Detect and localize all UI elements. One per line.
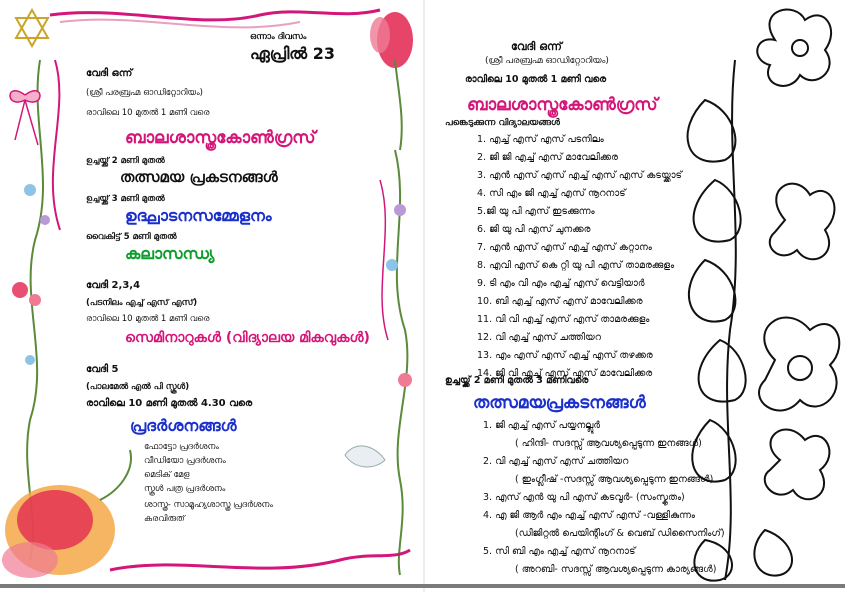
venue234-place: (പടനിലം എച്ച് എസ് എസ്) — [86, 298, 198, 308]
expo-item: വീഡിയോ പ്രദർശനം — [144, 456, 226, 466]
venue1-title: വേദി ഒന്ന് — [86, 68, 133, 79]
performances-heading: തത്സമയപ്രകടനങ്ങൾ — [473, 393, 646, 413]
list-item: 9. ടി എം വി എം എച്ച് എസ് വെട്ടിയാർ — [477, 278, 645, 289]
expo-item: ശാസ്ത്ര- സാമൂഹ്യശാസ്ത്ര പ്രദർശനം — [144, 500, 273, 510]
list-item: 5. സി ബി എം എച്ച് എസ് നൂറനാട് — [483, 546, 636, 557]
cultural-title: കലാസന്ധ്യ — [125, 244, 215, 263]
left-content — [70, 10, 390, 570]
list-item: 13. എം എസ് എസ് എച്ച് എസ് തഴക്കര — [477, 350, 653, 361]
list-item: 2. വി എച്ച് എസ് എസ് ചത്തിയറ — [483, 456, 629, 467]
venue-place: (ശ്രീ പരബ്രഹ്മ ഓഡിറ്റോറിയം) — [485, 56, 609, 66]
list-item: 6. ജി യു പി എസ് ചുനക്കര — [477, 224, 591, 235]
congress-heading: ബാലശാസ്ത്രകോൺഗ്രസ് — [467, 95, 658, 115]
list-item: 1. ജി എച്ച് എസ് പയ്യനല്ലൂർ — [483, 420, 601, 431]
venue-time: രാവിലെ 10 മുതൽ 1 മണി വരെ — [465, 74, 607, 85]
flower-lineart — [665, 0, 845, 592]
expo-item: സ്കൂൾ പത്ര പ്രദർശനം — [144, 484, 226, 494]
venue234-time: രാവിലെ 10 മുതൽ 1 മണി വരെ — [86, 314, 210, 324]
venue5-title: വേദി 5 — [86, 364, 119, 375]
bottom-scroll-edge — [0, 584, 845, 588]
congress-title: ബാലശാസ്ത്രകോൺഗ്രസ് — [125, 128, 316, 148]
noon-label: ഉച്ചയ്ക്ക് 2 മണി മുതൽ 3 മണിവരെ — [445, 375, 589, 386]
venue5-time: രാവിലെ 10 മണി മുതൽ 4.30 വരെ — [86, 398, 253, 409]
star-icon — [16, 10, 48, 46]
list-item: 10. ബി എച്ച് എസ് എസ് മാവേലിക്കര — [477, 296, 643, 307]
evening-label: വൈകിട്ട് 5 മണി മുതൽ — [86, 232, 177, 242]
list-item: 2. ജി ജി എച്ച് എസ് മാവേലിക്കര — [477, 152, 618, 163]
venue-title: വേദി ഒന്ന് — [511, 40, 562, 53]
list-item: ( അറബി- സദസ്സ് ആവശ്യപ്പെടുന്ന കാര്യങ്ങൾ) — [515, 564, 717, 575]
venue1-place: (ശ്രീ പരബ്രഹ്മ ഓഡിറ്റോറിയം) — [86, 88, 203, 98]
noon3-label: ഉച്ചയ്ക്ക് 3 മണി മുതൽ — [86, 194, 165, 204]
list-item: 8. എവി എസ് കെ റ്റി യു പി എസ് താമരക്കുളം — [477, 260, 675, 271]
list-item: 12. വി എച്ച് എസ് ചത്തിയറ — [477, 332, 601, 343]
expo-item: ഫോട്ടോ പ്രദർശനം — [144, 442, 219, 452]
list-item: 4. എ ജി ആർ എം എച്ച് എസ് എസ് -വള്ളികുന്നം — [483, 510, 695, 521]
list-item: 4. സി എം ജി എച്ച് എസ് നൂറനാട് — [477, 188, 626, 199]
list-item: 14. ജി വി എച്ച് എസ് എസ് മാവേലിക്കര — [477, 368, 653, 379]
day-label: ഒന്നാം ദിവസം — [250, 32, 307, 42]
venue5-place: (പാലമേൽ എൽ പി സ്കൂൾ) — [86, 382, 190, 392]
list-item: 11. വി വി എച്ച് എസ് എസ് താമരക്കുളം — [477, 314, 650, 325]
venue1-time: രാവിലെ 10 മുതൽ 1 മണി വരെ — [86, 108, 210, 118]
expo-item: കരവിരുത് — [144, 514, 185, 524]
list-item: 7. എൻ എസ് എസ് എച്ച് എസ് കറ്റാനം — [477, 242, 652, 253]
exhibitions-title: തത്സമയ പ്രകടനങ്ങൾ — [120, 168, 278, 186]
venue234-title: വേദി 2,3,4 — [86, 280, 141, 291]
date-heading: ഏപ്രിൽ 23 — [250, 44, 335, 63]
list-item: 1. എച്ച് എസ് എസ് പടനിലം — [477, 134, 604, 145]
seminar-title: സെമിനാറുകൾ (വിദ്യാലയ മികവുകൾ) — [125, 330, 370, 346]
noon2-label: ഉച്ചയ്ക്ക് 2 മണി മുതൽ — [86, 156, 165, 166]
list-item: ( ഇംഗ്ലീഷ് -സദസ്സ് ആവശ്യപ്പെടുന്ന ഇനങ്ങൾ) — [515, 474, 714, 485]
right-panel — [425, 0, 845, 592]
list-item: (ഡിജിറ്റൽ പെയിന്റിംഗ് & വെബ് ഡിസൈനിംഗ്) — [515, 528, 725, 539]
list-item: 5.ജി യു പി എസ് ഇടക്കുന്നം — [477, 206, 595, 217]
list-item: 3. എസ് എൻ യു പി എസ് കടവൂർ- (സംസ്കൃതം) — [483, 492, 685, 503]
list-item: 3. എൻ എസ് എസ് എച്ച് എസ് എസ് കടയ്ക്കാട് — [477, 170, 682, 181]
list-item: ( ഹിന്ദി- സദസ്സ് ആവശ്യപ്പെടുന്ന ഇനങ്ങൾ) — [515, 438, 702, 449]
participants-label: പങ്കെടുക്കുന്ന വിദ്യാലയങ്ങൾ — [445, 118, 560, 128]
expo-title: പ്രദർശനങ്ങൾ — [130, 416, 237, 435]
expo-item: മെടിക് മേള — [144, 470, 190, 480]
inauguration-title: ഉദ്ഘാടനസമ്മേളനം — [125, 206, 272, 225]
